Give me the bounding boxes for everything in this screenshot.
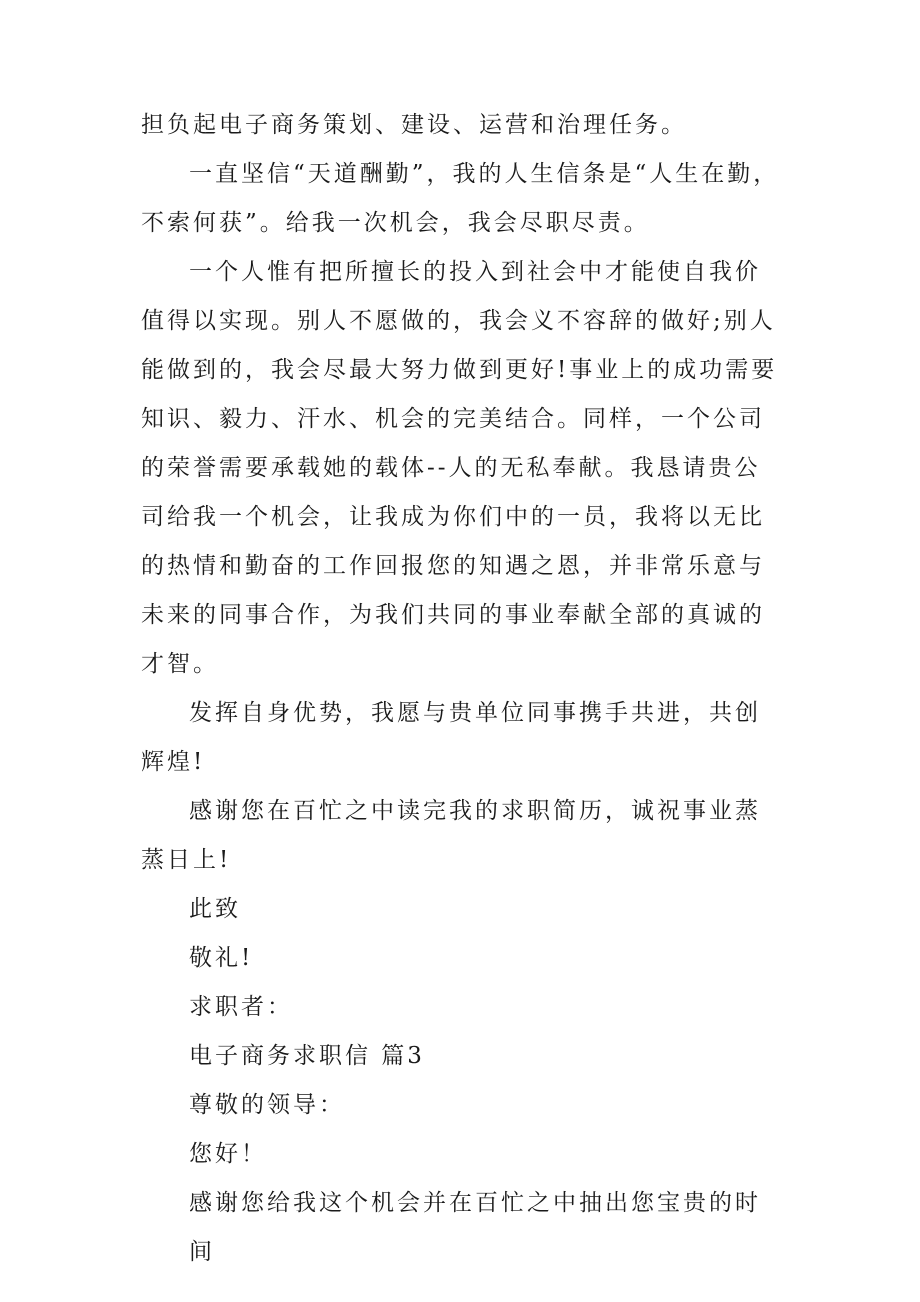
signature-label: 求职者： <box>189 994 293 1020</box>
paragraph-belief: 一直坚信“天道酬勤”，我的人生信条是“人生在勤，不索何获”。给我一次机会，我会尽职尽责。 <box>141 161 780 236</box>
paragraph-continuation: 担负起电子商务策划、建设、运营和治理任务。 <box>141 112 687 138</box>
paragraph-advantage: 发挥自身优势，我愿与贵单位同事携手共进，共创辉煌! <box>141 700 761 775</box>
greeting-hello: 您好！ <box>189 1141 267 1167</box>
closing-salutation: 此致 <box>189 896 241 922</box>
closing-regards: 敬礼! <box>189 945 254 971</box>
greeting-recipient: 尊敬的领导： <box>189 1092 345 1118</box>
paragraph-opening: 感谢您给我这个机会并在百忙之中抽出您宝贵的时间 <box>189 1190 761 1265</box>
document-page <box>141 101 781 1277</box>
section-heading: 电子商务求职信 篇3 <box>189 1043 425 1069</box>
paragraph-thanks: 感谢您在百忙之中读完我的求职简历，诚祝事业蒸蒸日上! <box>141 798 761 873</box>
paragraph-self-value: 一个人惟有把所擅长的投入到社会中才能使自我价值得以实现。别人不愿做的，我会义不容辞的做好;别人能做到的，我会尽最大努力做到更好!事业上的成功需要知识、毅力、汗水、机会的完美结合。同样，一个公司的荣誉需要承载她的载体--人的无私奉献。我恳请贵公司给我一个机会，让我成为你们中的一员，我将以无比的热情和勤奋的工作回报您的知遇之恩，并非常乐意与未来的同事合作，为我们共同的事业奉献全部的真诚的才智。 <box>141 259 778 677</box>
